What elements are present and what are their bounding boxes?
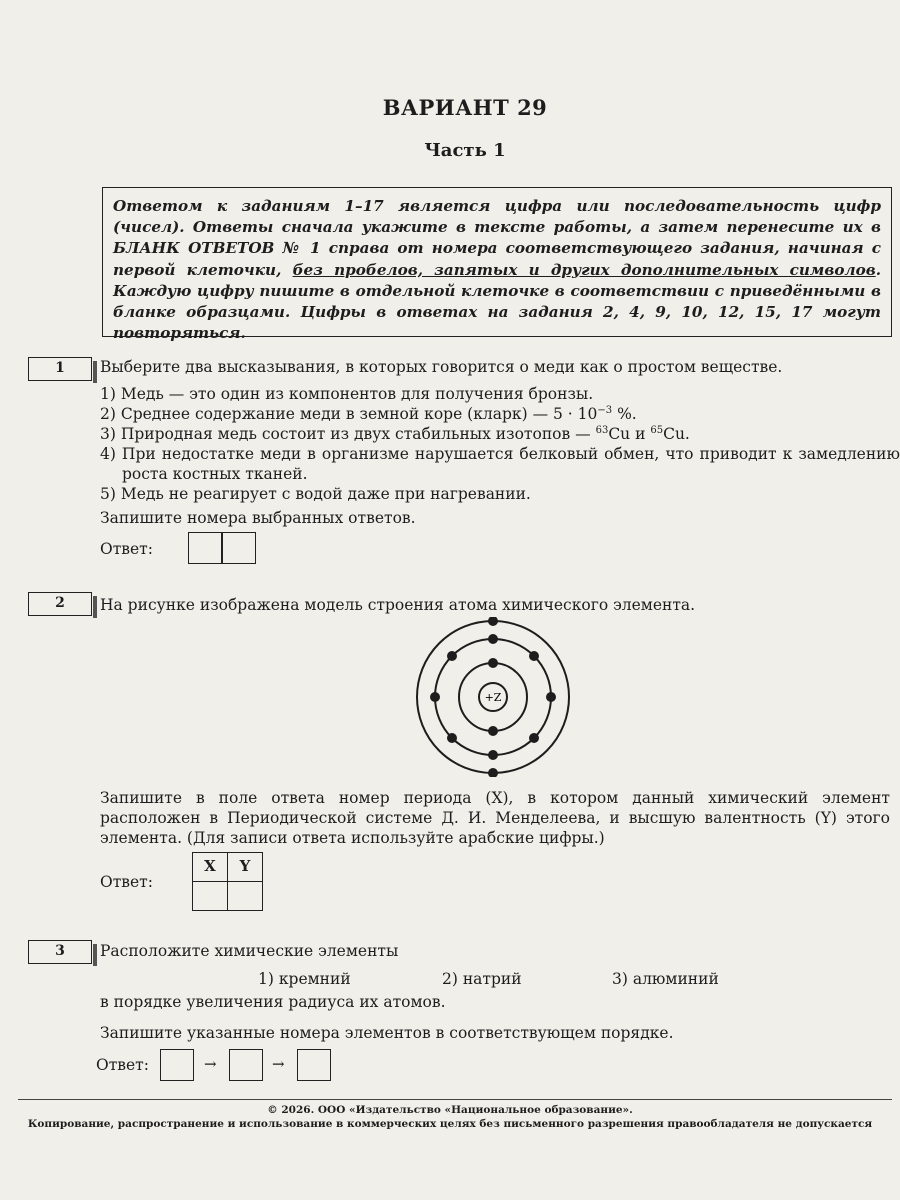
footer-divider	[18, 1099, 892, 1100]
task-2-write: Запишите в поле ответа номер периода (X), в котором данный химический элемент расположен в Периодической системе Д. И. Менделеева, и высшую валентность (Y) этого элемента. (Для записи ответа используйте арабские цифры.)	[100, 789, 890, 847]
task-1-option-2: 2) Среднее содержание меди в земной коре (кларк) — $5 \cdot 10^{-3}$ %.	[100, 405, 637, 423]
task-2-prompt: На рисунке изображена модель строения атома химического элемента.	[100, 596, 696, 614]
part-title: Часть 1	[424, 140, 506, 161]
task-1-prompt: Выберите два высказывания, в которых говорится о меди как о простом веществе.	[100, 358, 783, 376]
task-3-order: в порядке увеличения радиуса их атомов.	[100, 993, 446, 1011]
task-number-3: 3	[28, 940, 92, 964]
task-2-answer-x[interactable]	[192, 881, 228, 911]
footer-copyright: © 2026. ООО «Издательство «Национальное образование».	[267, 1104, 633, 1116]
instructions-text-1: Ответом к заданиям 1–17 является цифра или последовательность цифр (чисел). Ответы сначала укажите в тексте работы, а затем перенесите их в БЛАНК ОТВЕТОВ № 1 справа от номера соответствующего задания, начиная с первой клеточки,	[113, 197, 881, 279]
task-2-header-x: X	[192, 852, 228, 882]
electron-dot	[447, 733, 457, 743]
task-3-element-1: 1) кремний	[258, 970, 351, 988]
task-1-answer-cell-2[interactable]	[222, 532, 256, 564]
task-3-element-2: 2) натрий	[442, 970, 522, 988]
task-3-answer-label: Ответ:	[96, 1056, 149, 1074]
task-2-answer-label: Ответ:	[100, 873, 153, 891]
task-3-answer-cell-2[interactable]	[229, 1049, 263, 1081]
electron-dot	[529, 733, 539, 743]
instructions-box	[102, 187, 892, 343]
instructions-underlined: без пробелов, запятых и других дополнительных символов	[292, 260, 876, 279]
electron-dot	[529, 651, 539, 661]
task-1-option-1: 1) Медь — это один из компонентов для получения бронзы.	[100, 385, 594, 403]
task-3-answer-cell-1[interactable]	[160, 1049, 194, 1081]
instructions-text-2: . Каждую цифру пишите в отдельной клеточке в соответствии с приведёнными в бланке образцами. Цифры в ответах на задания 2, 4, 9, 10, 12, 15, 17 могут повторяться.	[113, 260, 881, 343]
electron-dot	[488, 750, 498, 760]
electron-dot	[488, 726, 498, 736]
task-1-option-4: 4) При недостатке меди в организме нарушается белковый обмен, что приводит к замедлению роста костных тканей.	[100, 445, 900, 483]
arrow-icon: →	[204, 1055, 217, 1073]
task-2-header-y: Y	[227, 852, 263, 882]
electron-dot	[447, 651, 457, 661]
task-1-option-3: 3) Природная медь состоит из двух стабильных изотопов — $^{63}$Cu и $^{65}$Cu.	[100, 425, 690, 443]
electron-dot	[488, 658, 498, 668]
task-2-answer-y[interactable]	[227, 881, 263, 911]
electron-dot	[430, 692, 440, 702]
footer-notice: Копирование, распространение и использование в коммерческих целях без письменного разрешения правообладателя не допускается	[27, 1118, 873, 1130]
task-1-options	[100, 384, 900, 504]
task-1-option-5: 5) Медь не реагирует с водой даже при нагревании.	[100, 485, 531, 503]
task-3-prompt: Расположите химические элементы	[100, 942, 399, 960]
task-number-2: 2	[28, 592, 92, 616]
task-1-write: Запишите номера выбранных ответов.	[100, 509, 416, 527]
arrow-icon: →	[272, 1055, 285, 1073]
electron-dot	[488, 617, 498, 626]
electron-dot	[488, 634, 498, 644]
electron-dot	[488, 768, 498, 777]
task-3-element-3: 3) алюминий	[612, 970, 719, 988]
task-1-answer-cell-1[interactable]	[188, 532, 222, 564]
electron-dot	[546, 692, 556, 702]
task-1-answer-label: Ответ:	[100, 540, 153, 558]
task-number-1: 1	[28, 357, 92, 381]
nucleus-label: +Z	[484, 691, 502, 704]
task-3-write: Запишите указанные номера элементов в соответствующем порядке.	[100, 1024, 674, 1042]
task-3-answer-cell-3[interactable]	[297, 1049, 331, 1081]
variant-title: ВАРИАНТ 29	[382, 95, 548, 120]
atom-model-diagram	[413, 617, 573, 777]
